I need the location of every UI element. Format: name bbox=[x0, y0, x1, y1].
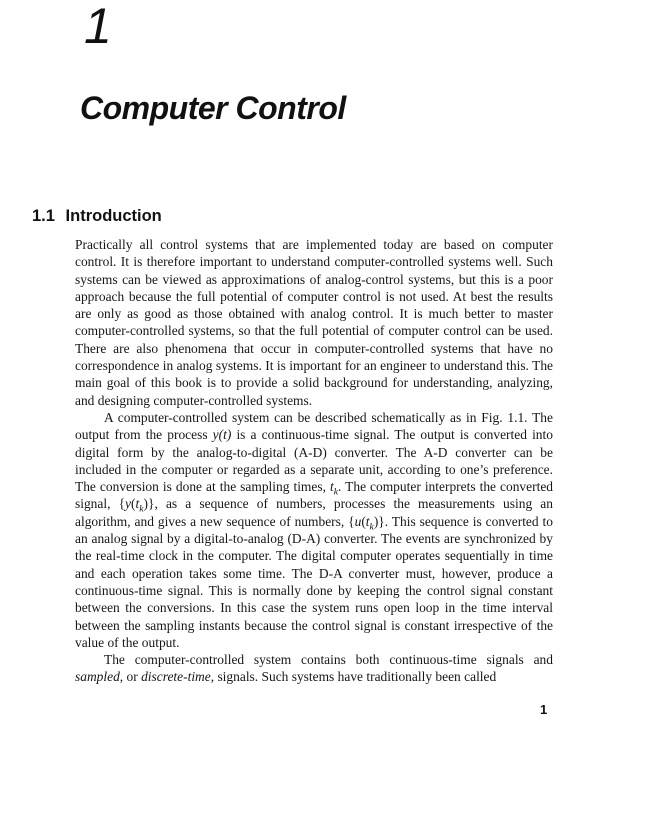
paragraph: A computer-controlled system can be described schematically as in Fig. 1.1. The output from the process y(t) is a continuous-time signal. The output is converted into digital form by the analog-to-digital (A-D) converter. The A-D converter can be included in the computer or regarded as a separate unit, according to one’s preference. The conversion is done at the sampling times, $t_k$. The computer interprets the converted signal, $\{y(t_k)\}$, as a sequence of numbers, processes the measurements using an algorithm, and gives a new sequence of numbers, $\{u(t_k)\}$. This sequence is converted to an analog signal by a digital-to-analog (D-A) converter. The events are synchronized by the real-time clock in the computer. The digital computer operates sequentially in time and each operation takes some time. The D-A converter must, however, produce a continuous-time signal. This is normally done by keeping the control signal constant between the conversions. In this case the system runs open loop in the time interval between the sampling instants because the control signal is constant irrespective of the value of the output. bbox=[75, 409, 553, 650]
emphasis: t bbox=[329, 479, 334, 495]
chapter-title: Computer Control bbox=[80, 90, 346, 126]
section-number: 1.1 bbox=[32, 207, 55, 225]
emphasis: u bbox=[354, 513, 362, 529]
emphasis: sampled bbox=[75, 669, 120, 685]
math-subscript: k bbox=[369, 521, 374, 533]
emphasis: discrete-time bbox=[141, 669, 211, 685]
emphasis: t bbox=[365, 513, 370, 529]
emphasis: t bbox=[135, 496, 140, 512]
section-title: Introduction bbox=[65, 207, 162, 225]
page-number: 1 bbox=[540, 702, 548, 717]
section-heading bbox=[32, 205, 162, 227]
math-subscript: k bbox=[333, 486, 338, 498]
chapter-number: 1 bbox=[84, 0, 112, 54]
math-subscript: k bbox=[139, 504, 144, 516]
emphasis: y bbox=[125, 496, 132, 512]
body-text bbox=[75, 236, 553, 686]
emphasis: y(t) bbox=[212, 427, 232, 443]
paragraph: The computer-controlled system contains both continuous-time signals and sampled, or discrete-time, signals. Such systems have traditionally been called bbox=[75, 652, 553, 685]
paragraph: Practically all control systems that are implemented today are based on computer control. It is therefore important to understand computer-controlled systems well. Such systems can be viewed as approximations of analog-control systems, but this is a poor approach because the full potential of computer control is not used. At best the results are only as good as those obtained with analog control. It is much better to master computer-controlled systems, so that the full potential of computer control can be used. There are also phenomena that occur in computer-controlled systems that have no correspondence in analog systems. It is important for an engineer to understand this. The main goal of this book is to provide a solid background for understanding, analyzing, and designing computer-controlled systems. bbox=[75, 237, 553, 408]
